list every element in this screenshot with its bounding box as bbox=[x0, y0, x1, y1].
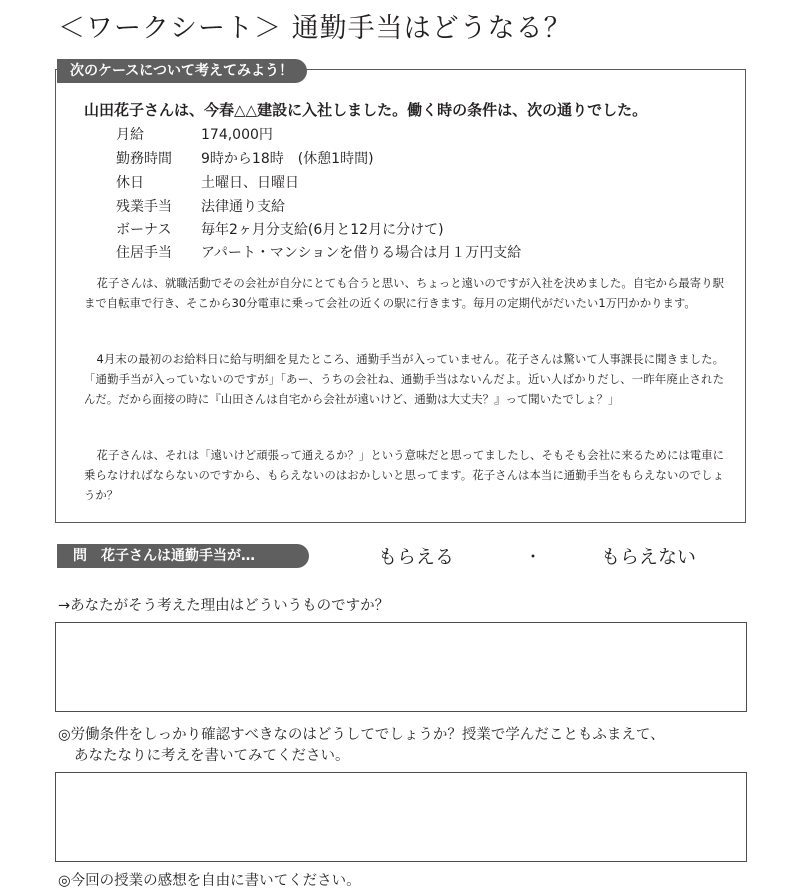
prompt-line-2: あなたなりに考えを書いてみてください。 bbox=[74, 748, 350, 764]
condition-label: 休日 bbox=[116, 175, 144, 191]
condition-label: 残業手当 bbox=[116, 199, 172, 215]
reason-answer-field[interactable] bbox=[55, 622, 747, 712]
impression-prompt: ◎今回の授業の感想を自由に書いてください。 bbox=[58, 873, 361, 889]
condition-value: 9時から18時 (休憩1時間) bbox=[201, 151, 374, 167]
working-conditions-prompt bbox=[58, 725, 665, 767]
condition-value: アパート・マンションを借りる場合は月１万円支給 bbox=[201, 245, 522, 261]
case-section-label: 次のケースについて考えてみよう！ bbox=[57, 59, 307, 83]
case-intro: 山田花子さんは、今春△△建設に入社しました。働く時の条件は、次の通りでした。 bbox=[84, 101, 648, 119]
condition-value: 174,000円 bbox=[201, 127, 273, 143]
question-label: 問 花子さんは通勤手当が… bbox=[57, 544, 309, 568]
opinion-answer-field[interactable] bbox=[55, 772, 747, 862]
condition-value: 土曜日、日曜日 bbox=[201, 175, 299, 191]
option-separator: ・ bbox=[525, 547, 542, 566]
prompt-line-1: ◎労働条件をしっかり確認すべきなのはどうしてでしょうか？授業で学んだこともふまえて、 bbox=[58, 727, 665, 743]
condition-value: 法律通り支給 bbox=[201, 199, 285, 215]
page-title: ＜ワークシート＞ 通勤手当はどうなる？ bbox=[58, 13, 572, 44]
case-paragraph-3: 花子さんは、それは「遠いけど頑張って通えるか？」という意味だと思ってましたし、そもそも会社に来るためには電車に乗らなければならないのですから、もらえないのはおかしいと思ってます。花子さんは本当に通勤手当をもらえないのでしょうか？ bbox=[84, 448, 724, 502]
option-cannot-receive[interactable]: もらえない bbox=[601, 546, 697, 568]
case-paragraph-2: 4月末の最初のお給料日に給与明細を見たところ、通勤手当が入っていません。花子さんは驚いて人事課長に聞きました。「通勤手当が入っていないのですが」「あー、うちの会社ね、通勤手当はないんだよ。近い人ばかりだし、一昨年廃止されたんだ。だから面接の時に『山田さんは自宅から会社が遠いけど、通勤は大丈夫？』って聞いたでしょ？」 bbox=[84, 352, 724, 406]
case-paragraph-1: 花子さんは、就職活動でその会社が自分にとても合うと思い、ちょっと遠いのですが入社を決めました。自宅から最寄り駅まで自転車で行き、そこから30分電車に乗って会社の近くの駅に行きます。毎月の定期代がだいたい1万円かかります。 bbox=[84, 276, 724, 310]
condition-label: 月給 bbox=[116, 127, 144, 143]
condition-label: 勤務時間 bbox=[116, 151, 172, 167]
option-can-receive[interactable]: もらえる bbox=[378, 546, 455, 568]
reason-prompt: →あなたがそう考えた理由はどういうものですか？ bbox=[58, 598, 390, 614]
condition-label: 住居手当 bbox=[116, 245, 172, 261]
condition-value: 毎年2ヶ月分支給(6月と12月に分けて) bbox=[201, 222, 444, 238]
condition-label: ボーナス bbox=[116, 222, 172, 238]
